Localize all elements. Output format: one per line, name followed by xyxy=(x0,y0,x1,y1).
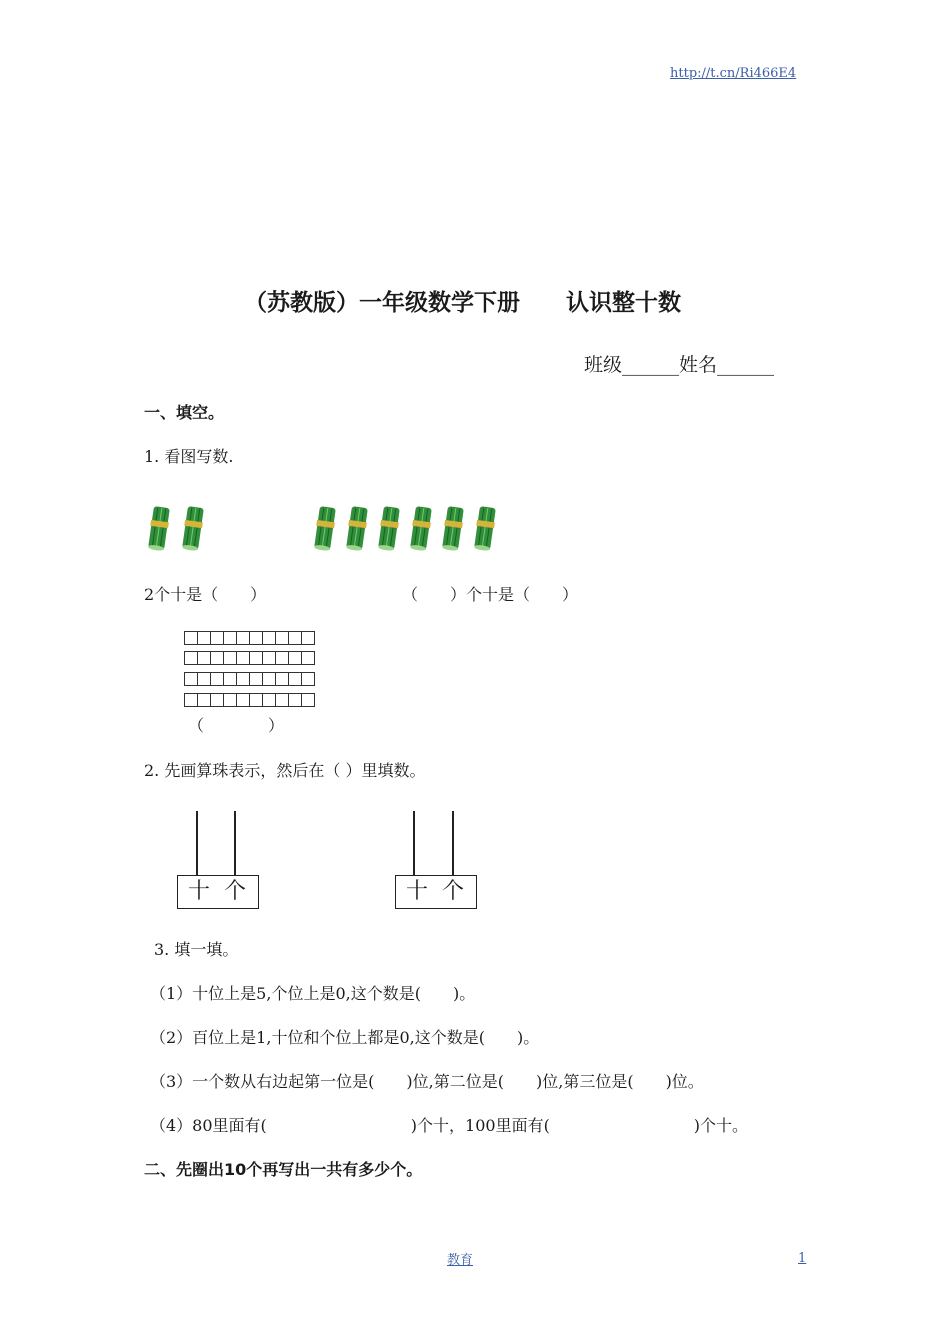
abacus-base xyxy=(395,875,477,909)
grid-row xyxy=(184,631,314,645)
abacus-base xyxy=(177,875,259,909)
q3-label: 3. 填一填。 xyxy=(154,940,239,959)
abacus-rod-ones xyxy=(234,811,236,876)
grid-row xyxy=(184,672,314,686)
page-title: （苏教版）一年级数学下册 认识整十数 xyxy=(244,290,681,316)
abacus-rod-tens xyxy=(413,811,415,876)
abacus-ones-label: 个 xyxy=(224,879,247,904)
abacus-rod-ones xyxy=(452,811,454,876)
abacus-tens-label: 十 xyxy=(188,879,211,904)
q3-item-4: （4）80里面有( )个十，100里面有( )个十。 xyxy=(150,1116,749,1135)
q1-left-caption: 2个十是（ ） xyxy=(144,585,267,604)
grid-caption: （ ） xyxy=(188,716,285,735)
q1-right-caption: （ ）个十是（ ） xyxy=(402,585,579,604)
abacus-tens-label: 十 xyxy=(406,879,429,904)
grid-row xyxy=(184,651,314,665)
stick-bundle-icon xyxy=(442,505,464,551)
q3-item-3: （3）一个数从右边起第一位是( )位,第二位是( )位,第三位是( )位。 xyxy=(150,1072,704,1091)
section1-heading: 一、填空。 xyxy=(144,403,225,422)
stick-bundle-icon xyxy=(314,505,336,551)
stick-bundle-icon xyxy=(474,505,496,551)
stick-bundle-icon xyxy=(182,505,204,551)
q1-label: 1. 看图写数. xyxy=(144,447,234,466)
header-link[interactable]: http://t.cn/Ri466E4 xyxy=(670,66,797,81)
page-number: 1 xyxy=(798,1251,807,1266)
stick-bundle-icon xyxy=(410,505,432,551)
class-name-line: 班级______姓名______ xyxy=(584,354,775,376)
q3-item-2: （2）百位上是1,十位和个位上都是0,这个数是( )。 xyxy=(150,1028,540,1047)
abacus-rod-tens xyxy=(196,811,198,876)
footer-link[interactable]: 教育 xyxy=(447,1253,474,1268)
grid-row xyxy=(184,693,314,707)
q2-label: 2. 先画算珠表示，然后在（ ）里填数。 xyxy=(144,761,426,780)
q3-item-1: （1）十位上是5,个位上是0,这个数是( )。 xyxy=(150,984,476,1003)
abacus-ones-label: 个 xyxy=(442,879,465,904)
stick-bundle-icon xyxy=(378,505,400,551)
stick-bundle-icon xyxy=(346,505,368,551)
stick-bundle-icon xyxy=(148,505,170,551)
section2-heading: 二、先圈出10个再写出一共有多少个。 xyxy=(144,1160,423,1179)
